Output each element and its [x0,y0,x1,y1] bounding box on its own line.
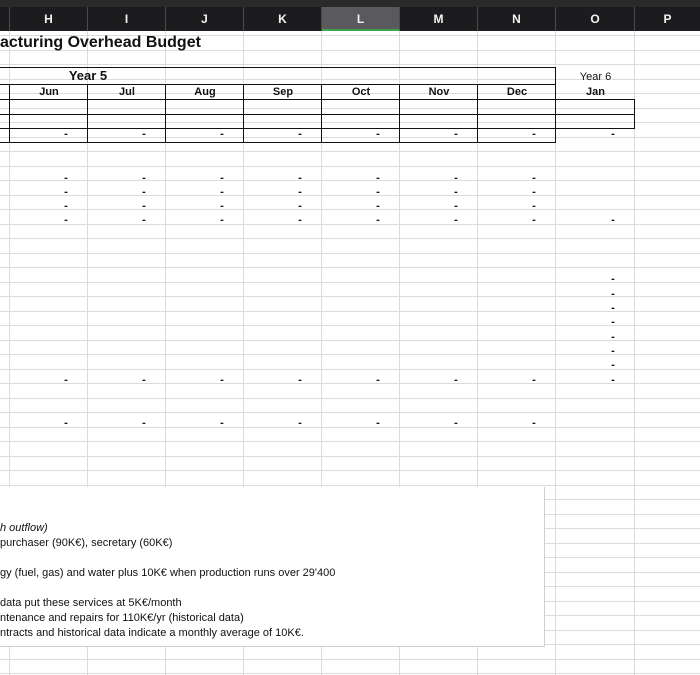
column-header-h[interactable]: H [10,7,88,31]
empty-value-dash: - [220,374,224,386]
month-header-oct: Oct [351,86,371,98]
table-rule [0,99,635,100]
table-rule [0,114,635,115]
empty-value-dash: - [611,359,615,371]
empty-value-dash: - [376,172,380,184]
empty-value-dash: - [64,214,68,226]
empty-value-dash: - [611,316,615,328]
column-header-l[interactable]: L [322,7,400,31]
empty-value-dash: - [454,128,458,140]
grid-row-line [0,398,700,399]
empty-value-dash: - [532,128,536,140]
empty-value-dash: - [142,186,146,198]
column-header-i[interactable]: I [88,7,166,31]
note-line: gy (fuel, gas) and water plus 10K€ when production runs over 29'400 [0,567,336,579]
column-header-bar [0,7,700,31]
empty-value-dash: - [376,186,380,198]
month-header-jul: Jul [119,86,135,98]
empty-value-dash: - [454,374,458,386]
empty-value-dash: - [298,200,302,212]
empty-value-dash: - [611,128,615,140]
year-6-label: Year 6 [579,71,612,83]
grid-row-line [0,659,700,660]
empty-value-dash: - [376,374,380,386]
column-header-n[interactable]: N [478,7,556,31]
empty-value-dash: - [611,374,615,386]
empty-value-dash: - [298,128,302,140]
notes-textbox[interactable] [0,487,545,647]
empty-value-dash: - [454,214,458,226]
grid-row-line [0,383,700,384]
column-header-m[interactable]: M [400,7,478,31]
empty-value-dash: - [454,417,458,429]
empty-value-dash: - [220,417,224,429]
empty-value-dash: - [532,200,536,212]
empty-value-dash: - [64,186,68,198]
grid-row-line [0,354,700,355]
empty-value-dash: - [454,186,458,198]
empty-value-dash: - [142,214,146,226]
column-header-o[interactable]: O [556,7,635,31]
note-line: ntenance and repairs for 110K€/yr (historical data) [0,612,244,624]
empty-value-dash: - [142,172,146,184]
month-header-jan: Jan [586,86,605,98]
empty-value-dash: - [611,302,615,314]
grid-row-line [0,282,700,283]
empty-value-dash: - [142,200,146,212]
note-line: purchaser (90K€), secretary (60K€) [0,537,173,549]
empty-value-dash: - [220,214,224,226]
empty-value-dash: - [220,172,224,184]
year-5-label: Year 5 [68,68,108,83]
grid-row-line [0,369,700,370]
grid-row-line [0,470,700,471]
month-header-aug: Aug [194,86,216,98]
empty-value-dash: - [376,128,380,140]
empty-value-dash: - [532,417,536,429]
grid-row-line [0,238,700,239]
empty-value-dash: - [298,417,302,429]
grid-row-line [0,485,700,486]
grid-row-line [0,441,700,442]
empty-value-dash: - [142,417,146,429]
grid-row-line [0,253,700,254]
empty-value-dash: - [298,186,302,198]
empty-value-dash: - [532,214,536,226]
grid-row-line [0,296,700,297]
window-top-bar [0,0,700,7]
empty-value-dash: - [64,374,68,386]
grid-row-line [0,64,700,65]
grid-row-line [0,427,700,428]
empty-value-dash: - [532,374,536,386]
grid-row-line [0,325,700,326]
grid-row-line [0,151,700,152]
grid-row-line [0,311,700,312]
empty-value-dash: - [611,214,615,226]
column-header-j[interactable]: J [166,7,244,31]
grid-row-line [0,673,700,674]
note-line: data put these services at 5K€/month [0,597,182,609]
empty-value-dash: - [64,417,68,429]
empty-value-dash: - [611,331,615,343]
grid-row-line [0,224,700,225]
column-header-partial[interactable] [0,7,10,31]
note-line: h outflow) [0,522,48,534]
grid-row-line [0,166,700,167]
empty-value-dash: - [454,200,458,212]
table-col-rule [634,99,635,129]
empty-value-dash: - [298,172,302,184]
header-divider [0,84,556,85]
empty-value-dash: - [376,214,380,226]
empty-value-dash: - [376,200,380,212]
grid-row-line [0,209,700,210]
column-header-p[interactable]: P [663,12,672,26]
empty-value-dash: - [376,417,380,429]
empty-value-dash: - [64,200,68,212]
empty-value-dash: - [532,186,536,198]
empty-value-dash: - [532,172,536,184]
month-header-sep: Sep [272,86,294,98]
empty-value-dash: - [611,345,615,357]
note-line: ntracts and historical data indicate a monthly average of 10K€. [0,627,304,639]
empty-value-dash: - [298,214,302,226]
empty-value-dash: - [64,172,68,184]
month-header-dec: Dec [506,86,528,98]
grid-row-line [0,340,700,341]
empty-value-dash: - [611,273,615,285]
grid-row-line [0,267,700,268]
empty-value-dash: - [220,186,224,198]
empty-value-dash: - [611,288,615,300]
column-header-k[interactable]: K [244,7,322,31]
month-header-nov: Nov [428,86,450,98]
grid-row-line [0,456,700,457]
grid-row-line [0,412,700,413]
empty-value-dash: - [64,128,68,140]
grid-row-line [0,195,700,196]
sheet-title: acturing Overhead Budget [0,34,201,51]
empty-value-dash: - [454,172,458,184]
empty-value-dash: - [298,374,302,386]
empty-value-dash: - [142,128,146,140]
empty-value-dash: - [142,374,146,386]
table-rule [0,128,635,129]
month-header-jun: Jun [39,86,59,98]
empty-value-dash: - [220,128,224,140]
empty-value-dash: - [220,200,224,212]
grid-row-line [0,180,700,181]
